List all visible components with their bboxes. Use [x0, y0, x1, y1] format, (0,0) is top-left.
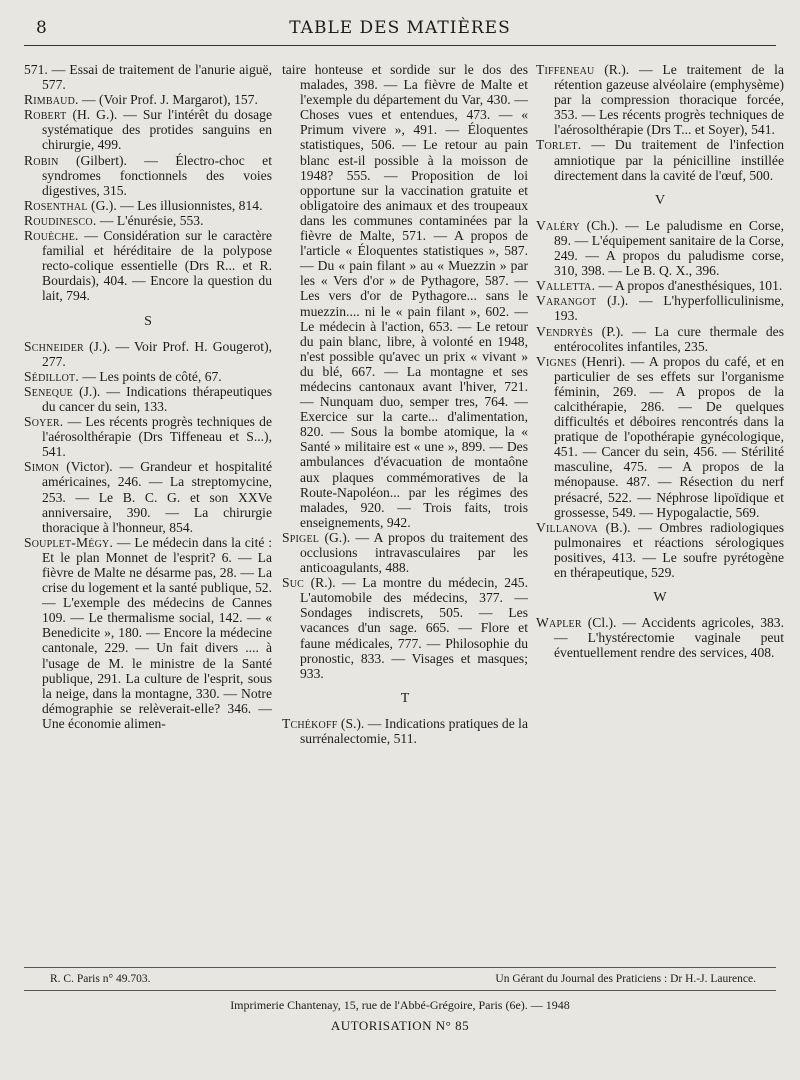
entry-text: (R.). — Le traitement de la rétention gazeuse alvéolaire (emphysème) par la compression thoracique forcée, 353. — Les récents progrès techniques de l'aérosolthérapie (Drs T... et Soyer), 541.: [554, 62, 784, 138]
index-column-2: [282, 62, 528, 746]
entry-text: (Victor). — Grandeur et hospitalité américaines, 246. — La streptomycine, 253. — Le B. C. G. et son XXVe anniversaire, 390. — La chirurgie thoracique à l'honneur, 854.: [42, 459, 272, 535]
author-name: Suc: [282, 575, 305, 591]
index-entry: [536, 293, 784, 323]
entry-text: (Ch.). — Le paludisme en Corse, 89. — L'équipement sanitaire de la Corse, 249. — A propos du paludisme corse, 310, 398. — Le B. Q. X., 396.: [554, 217, 784, 279]
index-column-1: [24, 62, 272, 731]
index-entry: [536, 520, 784, 580]
index-entry: [536, 62, 784, 137]
author-name: Tiffeneau: [536, 62, 595, 77]
section-letter: T: [400, 690, 410, 706]
index-entry: [536, 137, 784, 182]
entry-text: — A propos d'anesthésiques, 101.: [598, 278, 783, 294]
index-entry: [536, 278, 784, 293]
entry-text: — L'énurésie, 553.: [99, 212, 204, 228]
author-name: Rouèche.: [24, 228, 79, 244]
header-rule: [24, 45, 776, 46]
index-entry: [24, 92, 272, 107]
index-entry: [24, 369, 272, 384]
index-entry: [536, 324, 784, 354]
author-name: Soyer.: [24, 414, 64, 430]
entry-text: (Cl.). — Accidents agricoles, 383. — L'hystérectomie vaginale peut éventuellement rendre des services, 408.: [554, 615, 784, 661]
author-name: Schneider: [24, 338, 84, 354]
section-letter: V: [654, 192, 666, 208]
author-name: Rimbaud.: [24, 92, 79, 108]
author-name: Varangot: [536, 293, 597, 309]
index-entry: [536, 615, 784, 660]
index-entry: [282, 575, 528, 681]
section-letter: S: [144, 313, 152, 329]
index-entry: [536, 354, 784, 520]
index-entry: [24, 535, 272, 731]
entry-text: (B.). — Ombres radiologiques pulmonaires et réactions sérologiques positives, 413. — Le soufre pyrétogène en thérapeutique, 529.: [554, 519, 784, 580]
entry-text: — Du traitement de l'infection amniotique par la pénicilline instillée directement dans la cavité de l'œuf, 500.: [554, 137, 784, 183]
index-entry: [24, 213, 272, 228]
registry-number: R. C. Paris n° 49.703.: [50, 973, 151, 985]
author-name: Roudinesco.: [24, 212, 97, 228]
entry-text: (J.). — Voir Prof. H. Gougerot), 277.: [42, 338, 272, 369]
entry-text: — Les récents progrès techniques de l'aérosolthérapie (Drs Tiffeneau et S...), 541.: [42, 414, 272, 460]
author-name: Valletta.: [536, 278, 596, 294]
author-name: Seneque: [24, 383, 73, 399]
entry-text: — (Voir Prof. J. Margarot), 157.: [82, 92, 258, 108]
author-name: Sédillot.: [24, 368, 79, 384]
index-entry: [282, 62, 528, 530]
printer-line: Imprimerie Chantenay, 15, rue de l'Abbé-Grégoire, Paris (6e). — 1948: [230, 998, 570, 1012]
footer-rule-2: [24, 990, 776, 991]
index-entry: [24, 414, 272, 459]
author-name: Simon: [24, 459, 60, 475]
index-entry: [282, 716, 528, 746]
entry-text: (S.). — Indications pratiques de la surrénalectomie, 511.: [300, 715, 528, 747]
author-name: Wapler: [536, 615, 582, 631]
author-name: Torlet.: [536, 137, 582, 153]
entry-text: (G.). — Les illusionnistes, 814.: [91, 197, 263, 213]
entry-text: (J.). — L'hyperfolliculinisme, 193.: [554, 293, 784, 324]
author-name: Vignes: [536, 353, 577, 369]
entry-text: — Le médecin dans la cité : Et le plan Monnet de l'esprit? 6. — La fièvre de Malte ne désarme pas, 28. — La crise du logement et la santé publique, 52. — L'exemple des médecins de Cannes 109. — Le thermalisme social, 142. — « Benedicite », 180. — Encore la médecine cantonale, 229. — Un fait divers .... à l'usage de M. le ministre de la Santé publique, 291. La culture de l'esprit, sous la neige, dans la montagne, 330. — Notre démographie se relèverait-elle? 346. — Une économie alimen-: [42, 534, 272, 731]
section-letter: W: [653, 590, 667, 606]
author-name: Souplet-Mégy.: [24, 534, 114, 550]
index-entry: [24, 228, 272, 303]
entry-text: (H. G.). — Sur l'intérêt du dosage systématique des protides sanguins en chirurgie, 499.: [42, 107, 272, 153]
entry-text: (R.). — La montre du médecin, 245. L'automobile des médecins, 377. — Sondages indiscrets, 505. — Les vacances d'un sage. 665. — Flore et faune médicales, 777. — Philosophie du pronostic, 833. — Visages et masques; 933.: [300, 575, 528, 681]
entry-text: (G.). — A propos du traitement des occlusions intravasculaires par les anticoagulants, 488.: [300, 529, 528, 576]
index-entry: [24, 198, 272, 213]
author-name: Robert: [24, 107, 67, 123]
author-name: Rosenthal: [24, 197, 88, 213]
index-column-3: [536, 62, 784, 660]
publication-manager: Un Gérant du Journal des Praticiens : Dr H.-J. Laurence.: [495, 973, 756, 985]
page-number: 8: [36, 18, 47, 38]
author-name: Vendryès: [536, 323, 593, 339]
author-name: Villanova: [536, 519, 598, 535]
entry-text: (P.). — La cure thermale des entérocolites infantiles, 235.: [554, 323, 784, 354]
running-title: TABLE DES MATIÈRES: [289, 18, 511, 38]
entry-text: — Les points de côté, 67.: [82, 368, 222, 384]
authorization-number: AUTORISATION N° 85: [330, 1018, 470, 1033]
index-entry: [282, 530, 528, 575]
entry-text: — Considération sur le caractère familial et héréditaire de la polypose recto-colique essentielle (Drs R... et R. Bourdais), 404. — Encore la question du lait, 794.: [42, 228, 272, 304]
author-name: Spigel: [282, 529, 320, 545]
index-entry: [24, 153, 272, 198]
index-entry: [24, 459, 272, 534]
entry-text: (Henri). — A propos du café, et en particulier de ses effets sur l'organisme féminin, 269. — A propos de la calcithérapie, 286. — De quelques difficultés et déboires rencontrés dans la pratique de l'opothérapie gynécologique, 451. — Cancer du sein, 456. — Stérilité masculine, 475. — A propos de la ménopause. 487. — Résection du nerf présacré, 522. — Néphrose lipoïdique et grossesse, 549. — Hypogalactie, 569.: [554, 353, 784, 520]
index-entry: [24, 384, 272, 414]
author-name: Tchékoff: [282, 715, 338, 731]
index-entry: [24, 107, 272, 152]
author-name: Valéry: [536, 217, 580, 233]
entry-text: 571. — Essai de traitement de l'anurie aiguë, 577.: [24, 62, 272, 93]
index-entry: [536, 218, 784, 278]
entry-text: taire honteuse et sordide sur le dos des malades, 398. — La fièvre de Malte et l'exemple du département du Var, 430. — Choses vues et entendues, 473. — « Primum vivere », 491. — Éloquentes statistiques, 506. — Le retour au pain blanc est-il possible à la moisson de 1948? 555. — Proposition de loi opportune sur la vaccination gratuite et obligatoire des animaux et des troupeaux dans les communes contaminées par la fièvre de Malte, 571. — A propos de l'article « Éloquentes statistiques », 587. — Du « pain filant » au « Muezzin » par les « Vers d'or » de Pythagore, 587. — Les vers d'or de Pythagore... sans le muezzin.... ni le « pain filant », 602. — Le médecin à l'action, 653. — Le retour du pain blanc, libre, à volonté en 1948, n'est possible qu'avec un prix « vivant » du blé, 667. — La montagne et ses médecins cantonaux avant l'hiver, 721. — Nunquam duo, semper tres, 764. — Exercice sur la carte... d'alimentation, 820. — Sous la bombe atomique, la « Santé » militaire est « une », 899. — Des ambulances d'évacuation de montaône aux plaques commémoratives de la Route-Napoléon... par les régimes des malades, 920. — Trois faits, trois enseignements, 942.: [282, 62, 528, 530]
footer-rule: [24, 967, 776, 968]
entry-text: (Gilbert). — Électro-choc et syndromes fonctionnels des voies digestives, 315.: [42, 152, 272, 198]
author-name: Robin: [24, 152, 59, 168]
entry-text: (J.). — Indications thérapeutiques du cancer du sein, 133.: [42, 383, 272, 414]
index-entry: [24, 62, 272, 92]
index-entry: [24, 339, 272, 369]
